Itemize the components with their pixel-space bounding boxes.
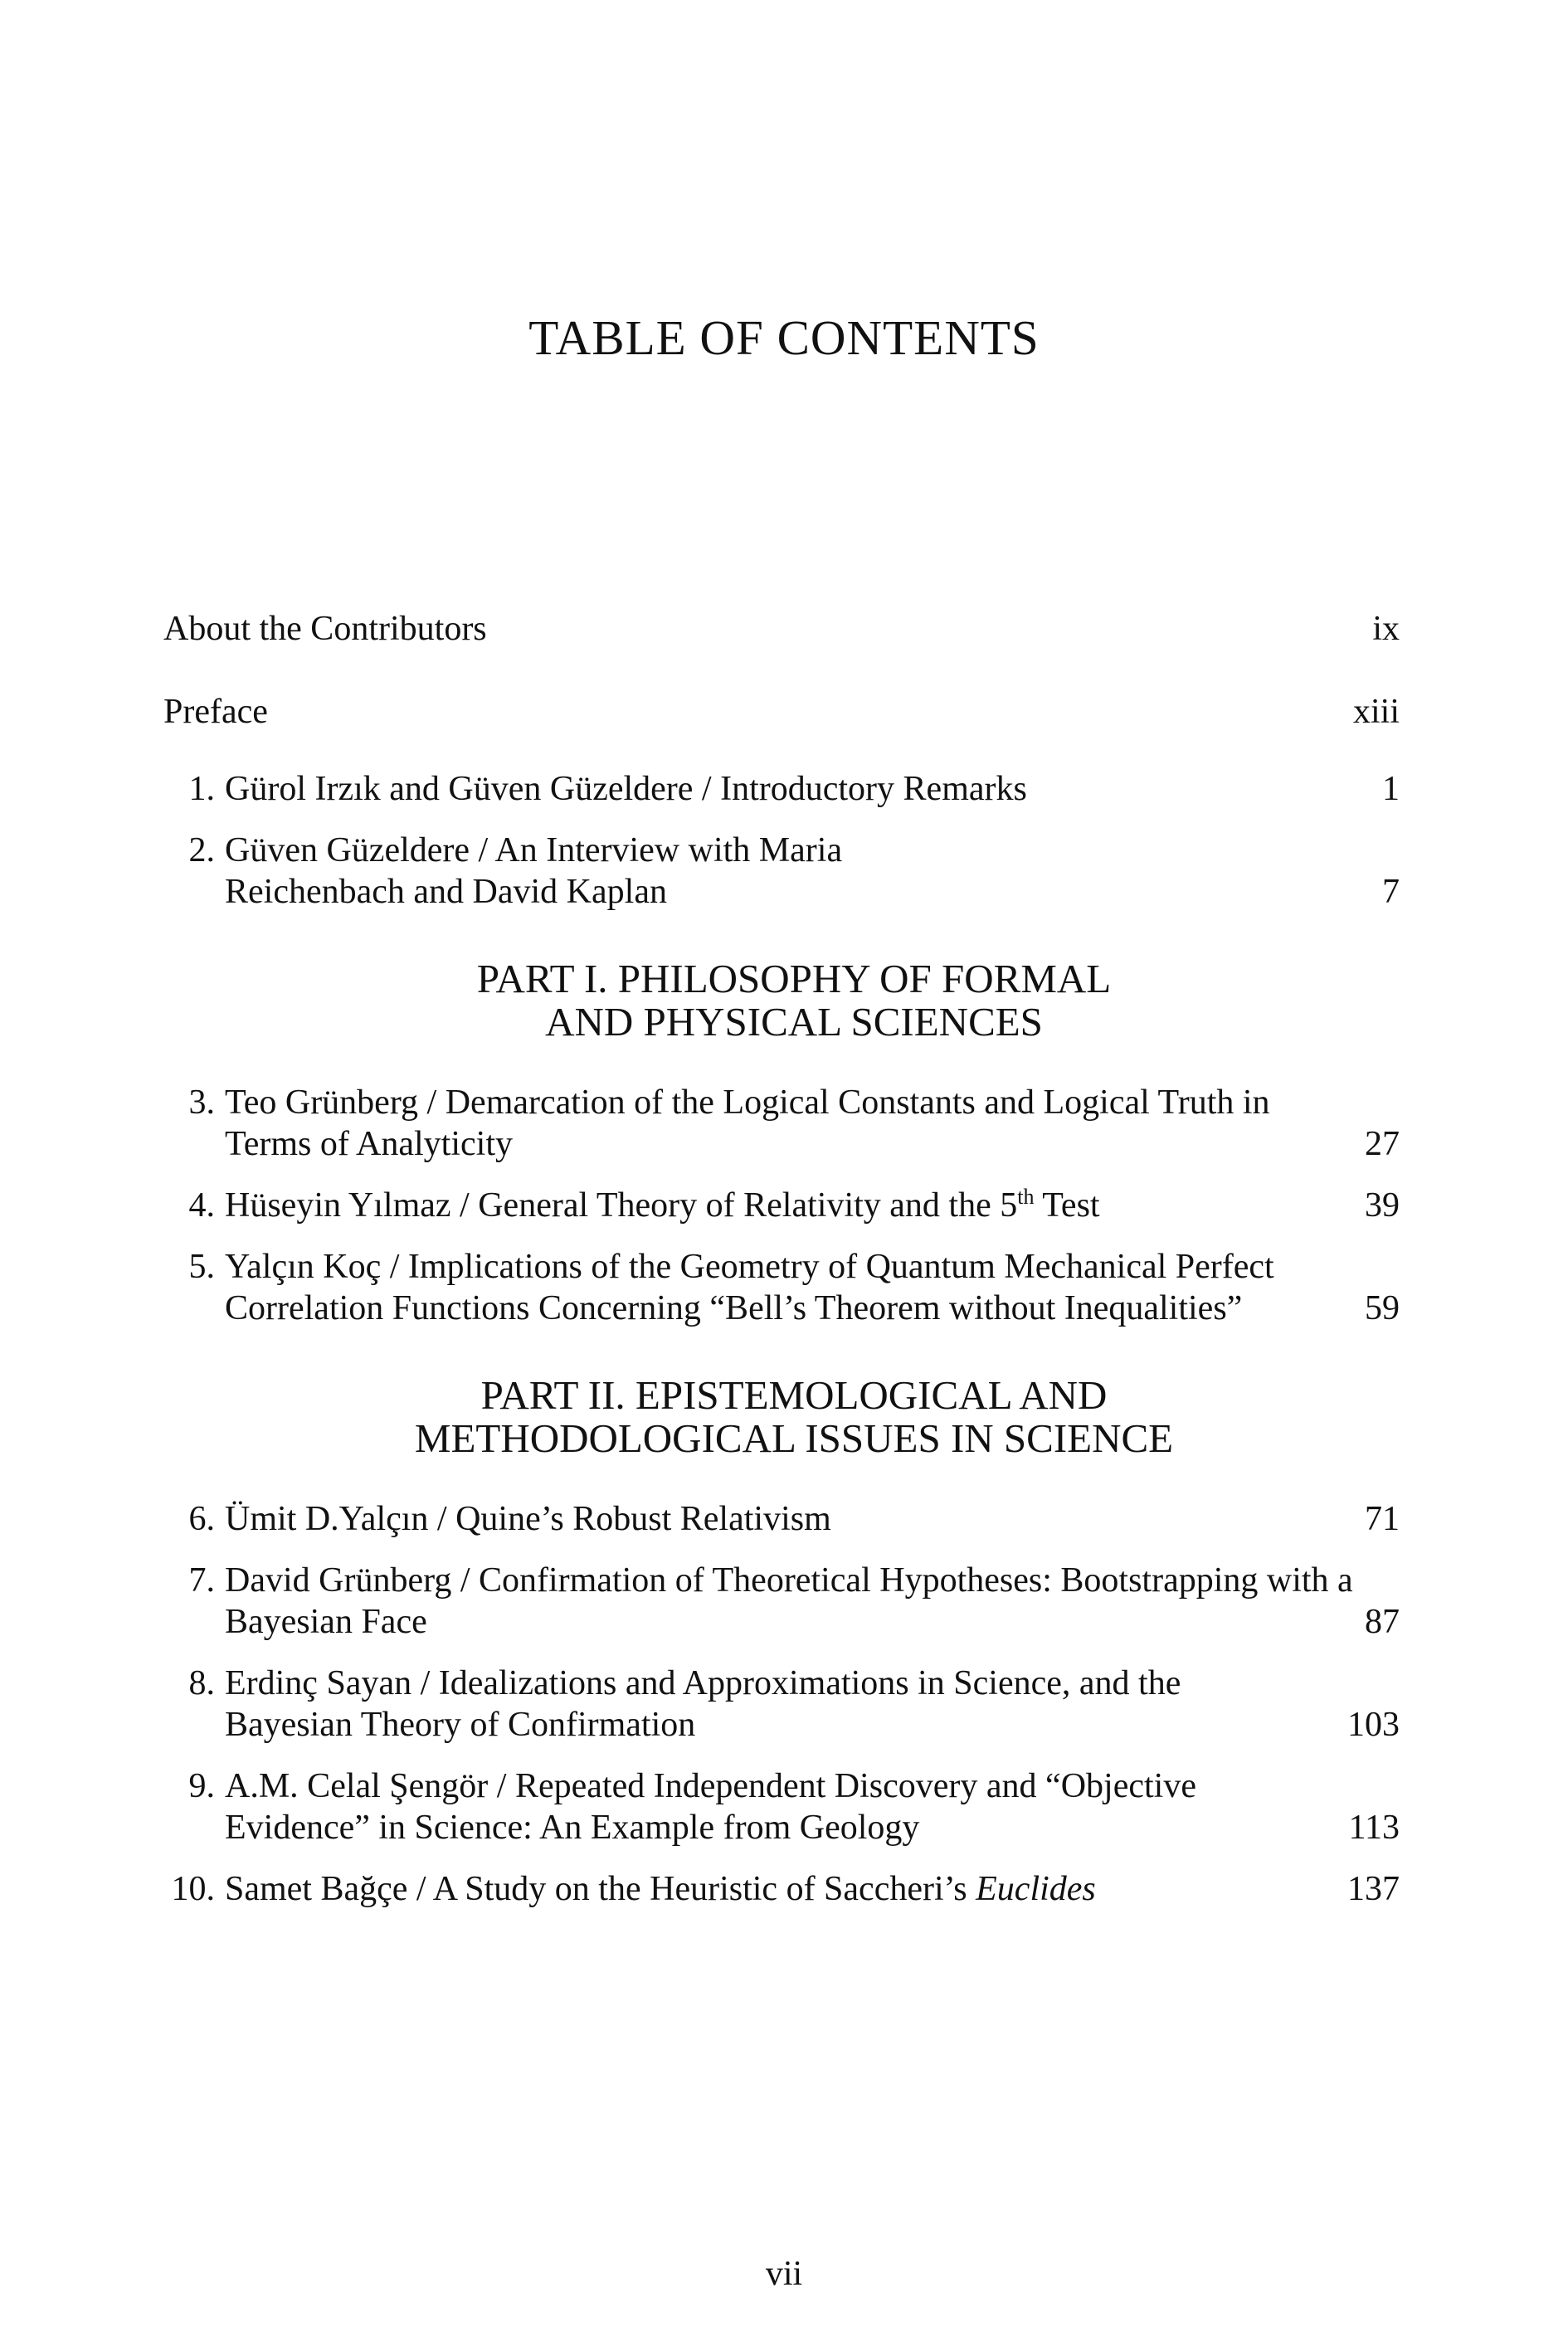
chapter-title: Yalçın Koç / Implications of the Geometry of Quantum Mechanical Perfect Correlation Functions Concerning “Bell’s Theorem without Inequalities” xyxy=(225,1248,1274,1327)
chapter-number: 2. xyxy=(188,831,215,869)
chapter-page: 1 xyxy=(1382,770,1400,808)
part-2-heading-line-1: PART II. EPISTEMOLOGICAL AND xyxy=(480,1372,1108,1418)
part-2-heading xyxy=(163,1374,1400,1460)
chapter-title xyxy=(225,1185,1308,1226)
chapter-number: 7. xyxy=(188,1561,215,1600)
toc-entry-chapter-10[interactable] xyxy=(163,1868,1400,1910)
page-title: TABLE OF CONTENTS xyxy=(528,310,1040,365)
chapter-title: Güven Güzeldere / An Interview with Maria Reichenbach and David Kaplan xyxy=(225,831,843,911)
part-2-heading-line-2: METHODOLOGICAL ISSUES IN SCIENCE xyxy=(414,1415,1174,1461)
chapter-number: 8. xyxy=(188,1664,215,1702)
chapter-title-main: Samet Bağçe / A Study on the Heuristic of Saccheri’s xyxy=(225,1870,976,1908)
toc-entry-chapter-2[interactable] xyxy=(163,830,1400,913)
toc-entry-contributors[interactable] xyxy=(163,607,1400,650)
chapter-page: 39 xyxy=(1365,1186,1400,1225)
chapter-page: 103 xyxy=(1347,1706,1400,1744)
chapter-number: 9. xyxy=(188,1767,215,1805)
toc-entry-chapter-1[interactable] xyxy=(163,768,1400,810)
chapter-title xyxy=(225,1868,1308,1910)
chapter-number: 6. xyxy=(188,1500,215,1538)
part-1-heading-line-2: AND PHYSICAL SCIENCES xyxy=(545,999,1043,1045)
entry-page: xiii xyxy=(1352,693,1400,731)
entry-title: About the Contributors xyxy=(163,610,487,648)
part-1-heading xyxy=(163,957,1400,1044)
toc-entry-preface[interactable] xyxy=(163,690,1400,733)
chapter-title: David Grünberg / Confirmation of Theoretical Hypotheses: Bootstrapping with a Bayesian Face xyxy=(225,1561,1353,1641)
chapter-title: Ümit D.Yalçın / Quine’s Robust Relativism xyxy=(225,1500,831,1538)
page-folio: vii xyxy=(765,2255,803,2293)
chapter-number: 10. xyxy=(171,1870,215,1908)
chapter-page: 27 xyxy=(1365,1125,1400,1163)
chapter-page: 71 xyxy=(1365,1500,1400,1538)
chapter-title-superscript: th xyxy=(1017,1185,1035,1209)
toc-entry-chapter-7[interactable] xyxy=(163,1560,1400,1643)
toc-entry-chapter-4[interactable] xyxy=(163,1185,1400,1226)
chapter-number: 3. xyxy=(188,1083,215,1122)
chapter-title-main: Hüseyin Yılmaz / General Theory of Relativity and the 5 xyxy=(225,1186,1018,1225)
toc-entry-chapter-9[interactable] xyxy=(163,1765,1400,1848)
entry-title: Preface xyxy=(163,693,268,731)
chapter-title: A.M. Celal Şengör / Repeated Independent Discovery and “Objective Evidence” in Science: An Example from Geology xyxy=(225,1767,1196,1847)
part-1-heading-line-1: PART I. PHILOSOPHY OF FORMAL xyxy=(476,956,1112,1001)
chapter-page: 113 xyxy=(1348,1809,1400,1847)
chapter-title: Gürol Irzık and Güven Güzeldere / Introductory Remarks xyxy=(225,770,1027,808)
toc-list xyxy=(163,607,1400,1930)
chapter-number: 4. xyxy=(188,1186,215,1225)
chapter-number: 1. xyxy=(188,770,215,808)
chapter-title-tail: Test xyxy=(1034,1186,1100,1225)
chapter-page: 87 xyxy=(1365,1603,1400,1641)
chapter-title-italic: Euclides xyxy=(976,1870,1096,1908)
chapter-page: 59 xyxy=(1365,1289,1400,1327)
chapter-page: 137 xyxy=(1347,1870,1400,1908)
chapter-page: 7 xyxy=(1382,873,1400,911)
toc-entry-chapter-5[interactable] xyxy=(163,1246,1400,1329)
entry-page: ix xyxy=(1372,610,1400,648)
toc-entry-chapter-8[interactable] xyxy=(163,1663,1400,1746)
toc-entry-chapter-6[interactable] xyxy=(163,1498,1400,1540)
chapter-title: Teo Grünberg / Demarcation of the Logical Constants and Logical Truth in Terms of Analyticity xyxy=(225,1083,1270,1163)
chapter-number: 5. xyxy=(188,1248,215,1286)
toc-entry-chapter-3[interactable] xyxy=(163,1082,1400,1165)
chapter-title: Erdinç Sayan / Idealizations and Approximations in Science, and the Bayesian Theory of Confirmation xyxy=(225,1664,1181,1744)
